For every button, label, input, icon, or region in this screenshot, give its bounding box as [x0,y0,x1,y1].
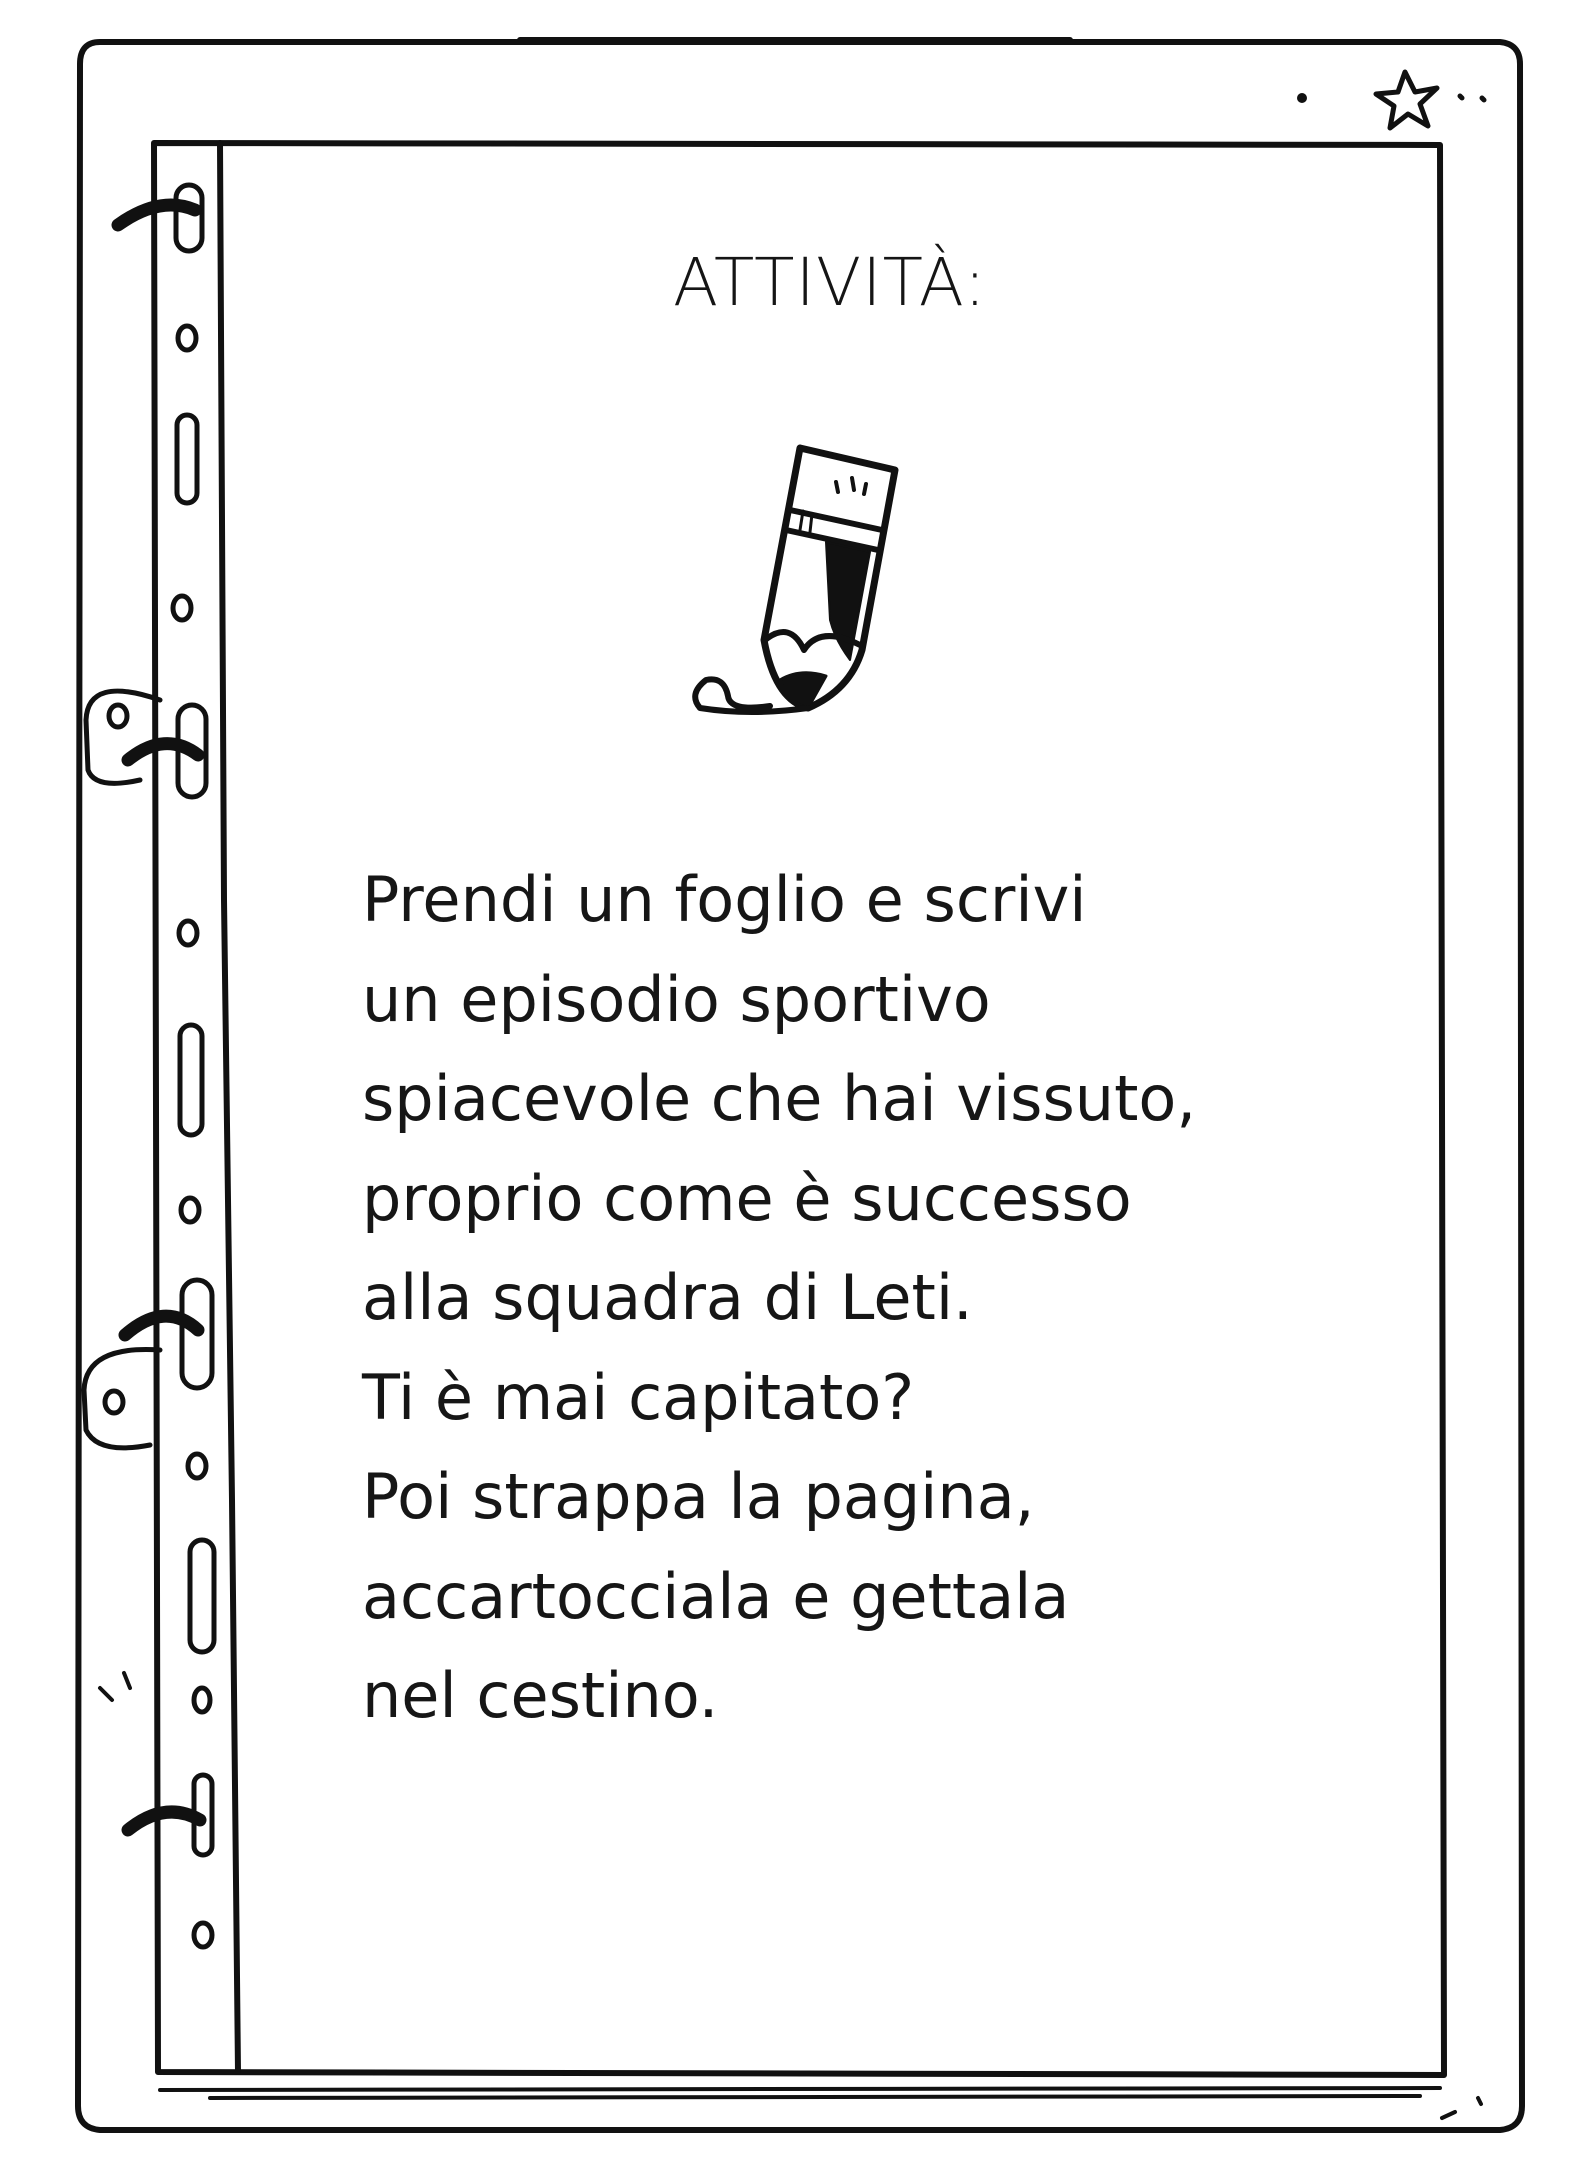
page-edge [160,2088,1440,2098]
instruction-line: nel cestino. [362,1659,719,1732]
activity-title: ATTIVITÀ: [673,244,987,321]
instruction-line: alla squadra di Leti. [362,1261,973,1334]
star-icon [1300,72,1485,128]
instruction-line: Ti è mai capitato? [362,1360,915,1434]
instruction-line: Poi strappa la pagina, [362,1460,1035,1533]
instruction-line: Prendi un foglio e scrivi [362,863,1087,936]
side-tab-hole [105,1391,123,1413]
instruction-line: accartocciala e gettala [362,1559,1070,1633]
activity-instructions [362,850,1362,1746]
pencil-icon [695,448,895,712]
side-tab-hole [109,705,127,727]
notebook-spine [220,143,238,2072]
binder-holes [173,185,214,1947]
instruction-line: un episodio sportivo [362,962,991,1036]
instruction-line: proprio come è successo [362,1161,1132,1235]
instruction-line: spiacevole che hai vissuto, [362,1062,1197,1135]
